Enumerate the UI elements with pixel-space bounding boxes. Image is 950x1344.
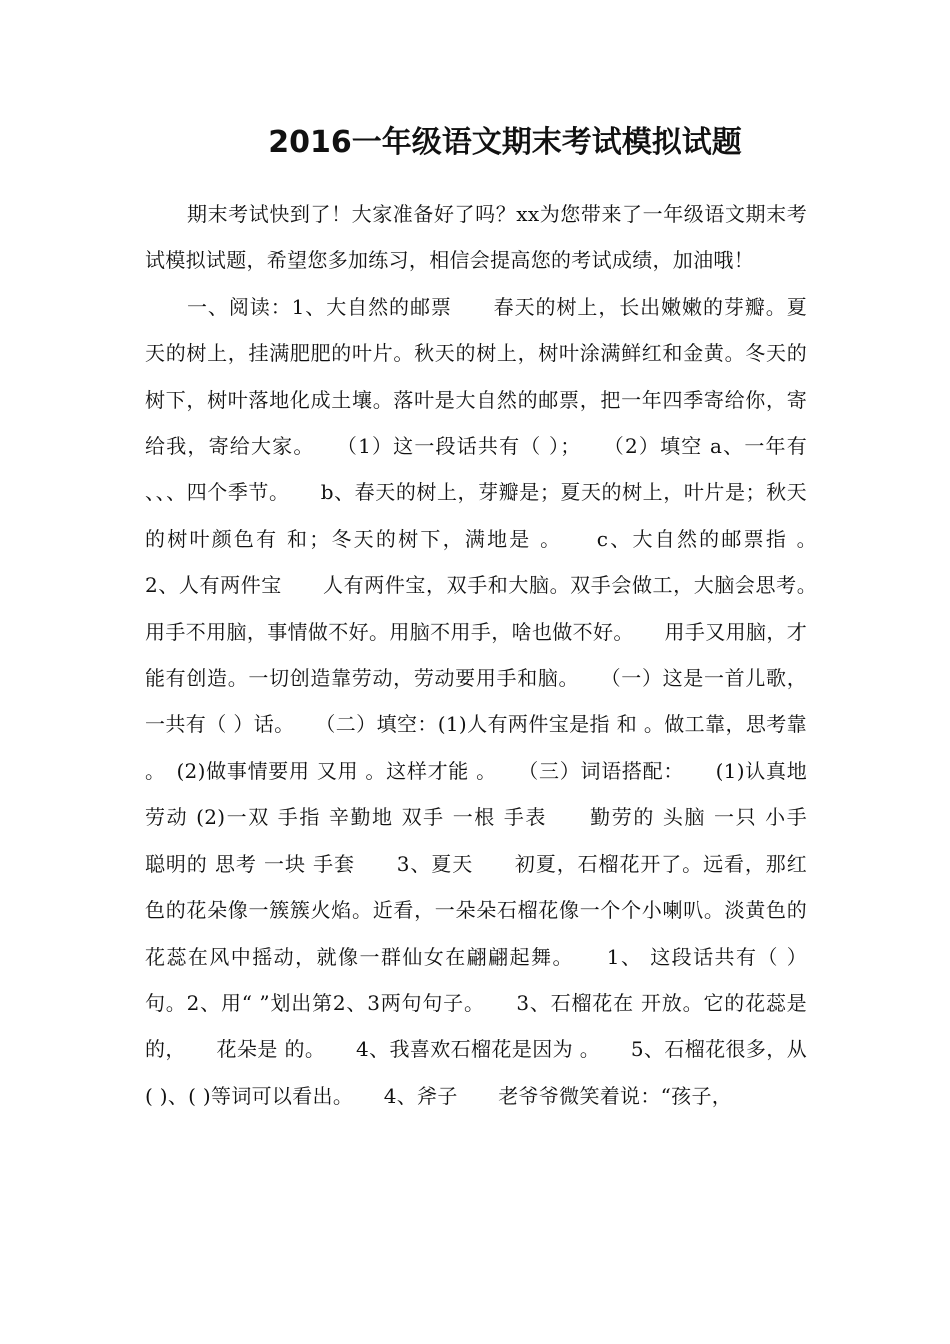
document-title: 2016一年级语文期末考试模拟试题 (268, 125, 742, 160)
exercise-paragraph: 一、阅读：1、大自然的邮票 春天的树上，长出嫩嫩的芽瓣。夏天的树上，挂满肥肥的叶片。秋天的树上，树叶涂满鲜红和金黄。冬天的树下，树叶落地化成土壤。落叶是大自然的邮票，把一年四季寄给你，寄给我，寄给大家。 （1）这一段话共有（ ）； （2）填空 a、一年有 、、、四个季节。 b、春天的树上，芽瓣是；夏天的树上，叶片是；秋天的树叶颜色有 和；冬天的树下，满地是 。 c、大自然的邮票指 。 2、人有两件宝 人有两件宝，双手和大脑。双手会做工，大脑会思考。 用手不用脑，事情做不好。用脑不用手，啥也做不好。 用手又用脑，才能有创造。一切创造靠劳动，劳动要用手和脑。 （一）这是一首儿歌，一共有（ ）话。 （二）填空：(1)人有两件宝是指 和 。做工靠，思考靠 。 (2)做事情要用 又用 。这样才能 。 （三）词语搭配： (1)认真地 劳动 (2)一双 手指 辛勤地 双手 一根 手表 勤劳的 头脑 一只 小手 聪明的 思考 一块 手套 3、夏天 初夏，石榴花开了。远看，那红色的花朵像一簇簇火焰。近看，一朵朵石榴花像一个个小喇叭。淡黄色的花蕊在风中摇动，就像一群仙女在翩翩起舞。 1、 这段话共有（ ）句。2、用“ ”划出第2、3两句句子。 3、石榴花在 开放。它的花蕊是 的， 花朵是 的。 4、我喜欢石榴花是因为 。 5、石榴花很多，从( )、( )等词可以看出。 4、斧子 老爷爷微笑着说：“孩子， (145, 294, 848, 1108)
intro-paragraph: 期末考试快到了！大家准备好了吗？xx为您带来了一年级语文期末考试模拟试题，希望您多加练习，相信会提高您的考试成绩，加油哦！ (145, 202, 807, 273)
document-body (145, 191, 848, 1119)
